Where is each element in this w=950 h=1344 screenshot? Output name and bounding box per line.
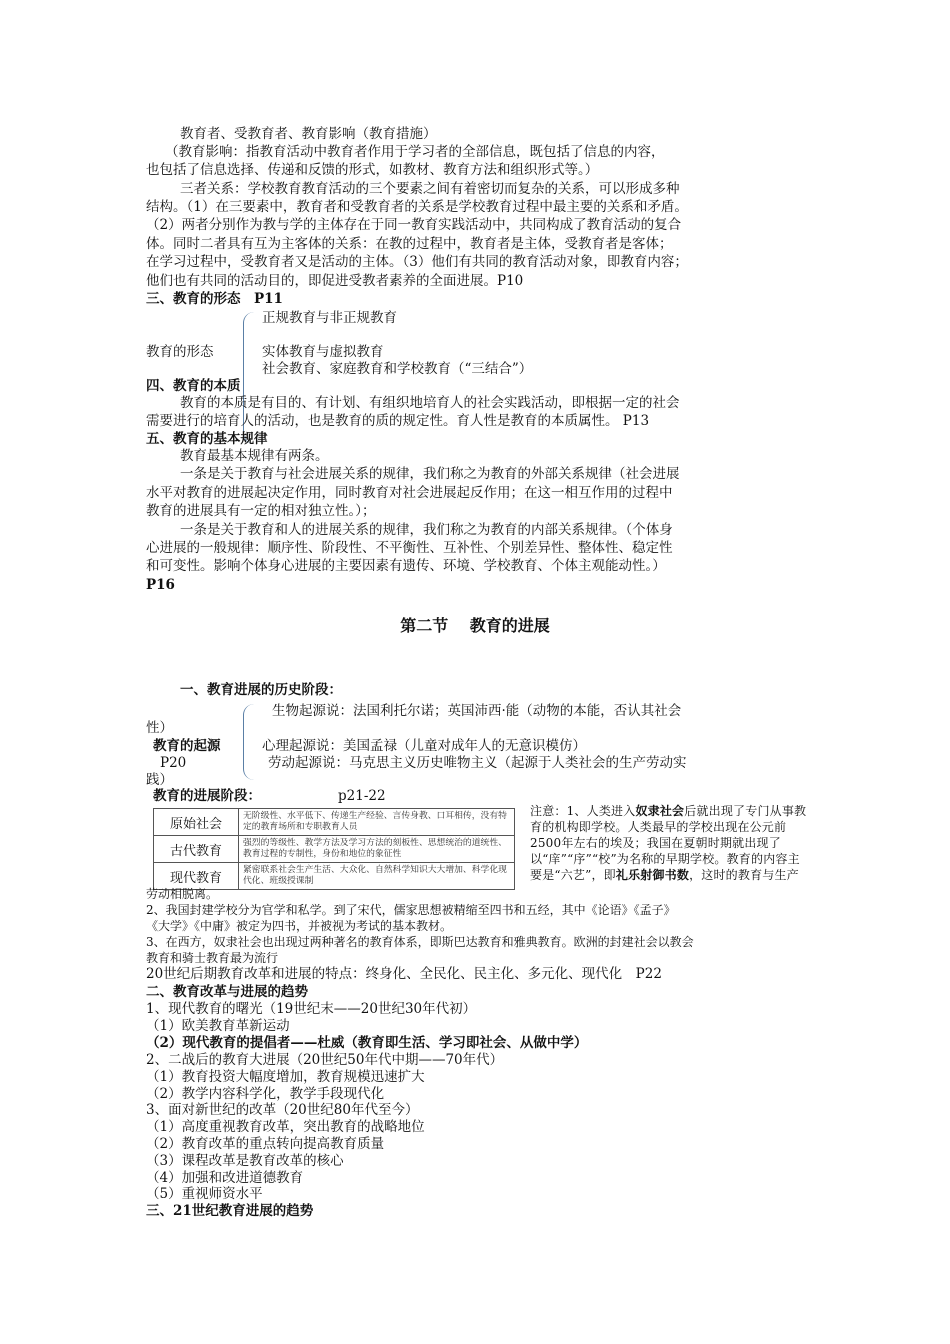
stage-desc: 无阶级性、水平低下、传递生产经验、言传身教、口耳相传，没有特定的教育场所和专职教育人员 xyxy=(239,809,515,836)
origin-page-ref: P20 xyxy=(160,755,187,771)
note-text-post: ，这时的教育与生产 xyxy=(689,868,799,882)
note-cont: 劳动相脱离。 xyxy=(146,887,219,901)
section-title: 第二节 教育的进展 xyxy=(400,616,550,635)
note-3a: 3、在西方，奴隶社会也出现过两种著名的教育体系，即斯巴达教育和雅典教育。欧洲的封建社会以教会 xyxy=(146,935,694,949)
intro-line-8: 在学习过程中，受教育者又是活动的主体。（3）他们有共同的教育活动对象，即教育内容； xyxy=(146,254,688,270)
forms-item-3: 社会教育、家庭教育和学校教育（“三结合”） xyxy=(262,361,533,377)
intro-line-5: 结构。（1）在三要素中，教育者和受教育者的关系是学校教育过程中最主要的关系和矛盾。 xyxy=(146,199,688,215)
table-row xyxy=(154,809,515,836)
reform-line: （5）重视师资水平 xyxy=(146,1186,263,1202)
reform-line-dewey: （2）现代教育的提倡者——杜威（教育即生活、学习即社会、从做中学） xyxy=(146,1035,588,1051)
trend21-heading: 三、21世纪教育进展的趋势 xyxy=(146,1203,314,1219)
essence-line-2: 需要进行的培育人的活动，也是教育的质的规定性。育人性是教育的本质属性。 P13 xyxy=(146,413,650,429)
laws-line-7: 和可变性。影响个体身心进展的主要因素有遗传、环境、学校教育、个体主观能动性。） xyxy=(146,558,666,574)
note-2a: 2、我国封建学校分为官学和私学。到了宋代，儒家思想被精缩至四书和五经，其中《论语》《孟子》 xyxy=(146,903,676,917)
laws-line-2: 一条是关于教育与社会进展关系的规律，我们称之为教育的外部关系规律（社会进展 xyxy=(180,466,680,482)
origin-biological-cont: 性） xyxy=(146,720,173,736)
stages-page-ref: p21-22 xyxy=(338,788,386,804)
reform-line: （2）教学内容科学化，教学手段现代化 xyxy=(146,1086,385,1102)
origin-labor-cont: 践） xyxy=(146,772,173,788)
forms-item-2: 实体教育与虚拟教育 xyxy=(262,344,384,360)
origin-biological: 生物起源说：法国利托尔诺；英国沛西·能（动物的本能，否认其社会 xyxy=(272,703,682,719)
reform-line: （4）加强和改进道德教育 xyxy=(146,1170,304,1186)
reform-heading: 二、教育改革与进展的趋势 xyxy=(146,984,308,1000)
note-bold-slave-society: 奴隶社会 xyxy=(635,804,685,818)
origin-psychological: 心理起源说：美国孟禄（儿童对成年人的无意识模仿） xyxy=(262,738,586,754)
reform-line: 3、面对新世纪的改革（20世纪80年代至今） xyxy=(146,1102,419,1118)
origin-labor: 劳动起源说：马克思主义历史唯物主义（起源于人类社会的生产劳动实 xyxy=(268,755,687,771)
reform-line: （1）高度重视教育改革，突出教育的战略地位 xyxy=(146,1119,425,1135)
essence-line-1: 教育的本质是有目的、有计划、有组织地培育人的社会实践活动，即根据一定的社会 xyxy=(180,395,680,411)
origin-brace xyxy=(243,704,254,780)
stage-name: 古代教育 xyxy=(154,836,239,863)
note-block xyxy=(530,803,808,883)
note-2b: 《大学》《中庸》被定为四书，并被视为考试的基本教材。 xyxy=(146,919,453,933)
intro-line-4: 三者关系：学校教育教育活动的三个要素之间有着密切而复杂的关系，可以形成多种 xyxy=(180,181,680,197)
laws-line-1: 教育最基本规律有两条。 xyxy=(180,448,329,464)
features-line: 20世纪后期教育改革和进展的特点：终身化、全民化、民主化、多元化、现代化 P22 xyxy=(146,966,662,982)
note-text-pre: 注意：1、人类进入 xyxy=(530,804,636,818)
stages-table xyxy=(153,808,515,890)
note-3b: 教育和骑士教育最为流行 xyxy=(146,951,279,965)
intro-line-3: 也包括了信息选择、传递和反馈的形式，如教材、教育方法和组织形式等。） xyxy=(146,162,599,178)
stage-desc: 紧密联系社会生产生活、大众化、自然科学知识大大增加、科学化现代化、班级授课制 xyxy=(239,863,515,890)
laws-line-5: 一条是关于教育和人的进展关系的规律，我们称之为教育的内部关系规律。（个体身 xyxy=(180,522,673,538)
laws-line-3: 水平对教育的进展起决定作用，同时教育对社会进展起反作用；在这一相互作用的过程中 xyxy=(146,485,673,501)
essence-heading: 四、教育的本质 xyxy=(146,378,241,394)
stages-label: 教育的进展阶段： xyxy=(153,788,261,804)
laws-heading: 五、教育的基本规律 xyxy=(146,431,268,447)
intro-line-7: 体。同时二者具有互为主客体的关系：在教的过程中，教育者是主体，受教育者是客体； xyxy=(146,236,673,252)
reform-line: 2、二战后的教育大进展（20世纪50年代中期——70年代） xyxy=(146,1052,504,1068)
note-bold-six-arts: 礼乐射御书数 xyxy=(615,868,690,882)
forms-item-1: 正规教育与非正规教育 xyxy=(262,310,397,326)
history-heading: 一、教育进展的历史阶段： xyxy=(180,682,342,698)
reform-line: （2）教育改革的重点转向提高教育质量 xyxy=(146,1136,385,1152)
reform-line: （3）课程改革是教育改革的核心 xyxy=(146,1153,344,1169)
intro-line-9: 他们也有共同的活动目的，即促进受教者素养的全面进展。P10 xyxy=(146,273,524,289)
stage-name: 原始社会 xyxy=(154,809,239,836)
intro-line-2: （教育影响：指教育活动中教育者作用于学习者的全部信息，既包括了信息的内容， xyxy=(165,144,665,160)
reform-line: 1、现代教育的曙光（19世纪末——20世纪30年代初） xyxy=(146,1001,477,1017)
laws-page-ref: P16 xyxy=(146,577,175,593)
intro-line-6: （2）两者分别作为教与学的主体存在于同一教育实践活动中，共同构成了教育活动的复合 xyxy=(146,217,682,233)
reform-line: （1）欧美教育革新运动 xyxy=(146,1018,290,1034)
forms-heading: 三、教育的形态 P11 xyxy=(146,291,283,307)
reform-line: （1）教育投资大幅度增加，教育规模迅速扩大 xyxy=(146,1069,425,1085)
origin-label: 教育的起源 xyxy=(153,738,221,754)
note-text-mid: 后就出现了专门从事教育的机构即学校。人类最早的学校出现在公元前2500年左右的埃及；我国在夏朝时期就出现了以“庠”“序”“校”为名称的早期学校。教育的内容主要是“六艺”，即 xyxy=(530,804,807,882)
stage-name: 现代教育 xyxy=(154,863,239,890)
laws-line-4: 教育的进展具有一定的相对独立性。）； xyxy=(146,503,376,519)
intro-line-1: 教育者、受教育者、教育影响（教育措施） xyxy=(180,126,437,142)
stage-desc: 强烈的等级性、教学方法及学习方法的刻板性、思想统治的道统性、教育过程的专制性，身份和地位的象征性 xyxy=(239,836,515,863)
forms-label: 教育的形态 xyxy=(146,344,214,360)
laws-line-6: 心进展的一般规律：顺序性、阶段性、不平衡性、互补性、个别差异性、整体性、稳定性 xyxy=(146,540,673,556)
table-row xyxy=(154,836,515,863)
